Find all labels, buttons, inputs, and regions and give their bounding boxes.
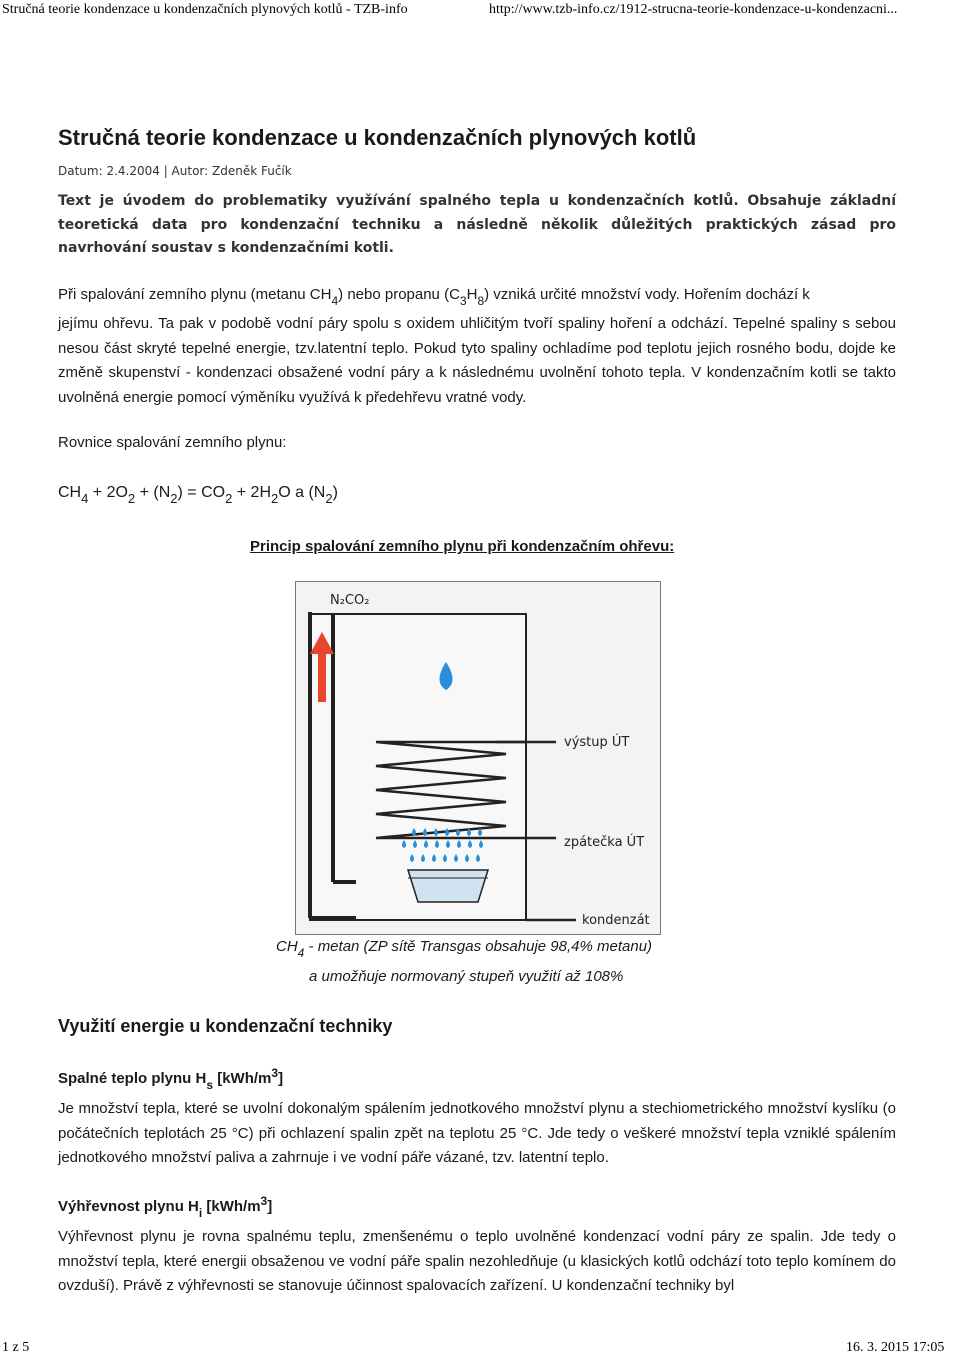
efficiency-note: a umožňuje normovaný stupeň využití až 108% bbox=[309, 968, 624, 985]
equation-part: 2 bbox=[271, 491, 279, 506]
equation-part: + (N bbox=[135, 484, 171, 501]
return-label: zpátečka ÚT bbox=[564, 835, 645, 850]
browser-page-title: Stručná teorie kondenzace u kondenzačních plynových kotlů - TZB-info bbox=[2, 2, 408, 17]
equation-part: O a (N bbox=[278, 484, 326, 501]
article-meta: Datum: 2.4.2004 | Autor: Zdeněk Fučík bbox=[58, 164, 292, 178]
equation-part: + 2H bbox=[232, 484, 271, 501]
browser-url[interactable]: http://www.tzb-info.cz/1912-strucna-teorie-kondenzace-u-kondenzacni... bbox=[489, 2, 898, 17]
paragraph-combustion: jejímu ohřevu. Ta pak v podobě vodní páry spolu s oxidem uhličitým tvoří spaliny hoření a odchází. Tepelné spaliny s sebou nesou část skryté tepelné energie, tzv.latentní teplo. Pokud tyto spaliny ochladíme pod teplotu jejich rosného bodu, dojde ke změně skupenství - kondenzaci obsažené vodní páry a k následnému uvolnění tohoto tepla. V kondenzačním kotli se takto uvolněná energie pomocí výměníku využívá k předehřevu vratné vody. bbox=[58, 315, 896, 406]
print-timestamp: 16. 3. 2015 17:05 bbox=[846, 1340, 945, 1355]
flow-label: výstup ÚT bbox=[564, 735, 630, 750]
paragraph-net-heat: Výhřevnost plynu je rovna spalnému teplu, zmenšenému o teplo uvolněné kondenzací vodní páry ze spalin. Jde tedy o množství tepla, které energii obsaženou ve vodní páře spalin nezohledňuje (u klasických kotlů odchází toto teplo komínem do ovzduší). Právě z výhřevnosti se stanovuje účinnost spalovacích zařízení. U kondenzační techniky byl bbox=[58, 1228, 896, 1294]
equation-part: 2 bbox=[127, 491, 136, 506]
paragraph-gross-heat: Je množství tepla, které se uvolní dokonalým spálením jednotkového množství plynu a stechiometrického množství kyslíku (o počátečních teplotách 25 °C) při ochlazení spalin zpět na teplotu 25 °C. Jde tedy o veškeré množství tepla vzniklé spálením jednotkového množství paliva a zahrnuje i ve vodní páře vázané, tzv. latentní teplo. bbox=[58, 1100, 896, 1166]
equation-part: ) = CO bbox=[177, 484, 226, 501]
equation-part: + 2O bbox=[88, 484, 128, 501]
equation-part: 4 bbox=[81, 491, 89, 506]
equation-part: ) bbox=[332, 484, 338, 501]
figure-caption: Princip spalování zemního plynu při kondenzačním ohřevu: bbox=[250, 538, 675, 555]
flue-label: N₂CO₂ bbox=[330, 593, 370, 608]
heading-net-heat: Výhřevnost plynu $H_i$ $[kWh/m^3]$ bbox=[58, 1194, 273, 1220]
combustion-equation bbox=[58, 484, 338, 506]
equation-part: 2 bbox=[325, 491, 333, 506]
burner-icon bbox=[408, 870, 488, 902]
page-number: 1 z 5 bbox=[2, 1340, 30, 1355]
equation-part: CH bbox=[58, 484, 82, 501]
methane-note: $CH_4$ - metan (ZP sítě Transgas obsahuje 98,4% metanu) bbox=[276, 938, 653, 960]
equation-part: 2 bbox=[225, 491, 233, 506]
paragraph-first-line: Při spalování zemního plynu (metanu $CH_4$) nebo propanu $(C_3H_8)$ vzniká určité množství vody. Hořením dochází k bbox=[58, 286, 810, 308]
article-intro: Text je úvodem do problematiky využívání spalného tepla u kondenzačních kotlů. Obsahuje základní teoretická data pro kondenzační techniku a následně několik důležitých praktických zásad pro navrhování soustav s kondenzačními kotli. bbox=[58, 193, 896, 256]
condensate-label: kondenzát bbox=[582, 913, 650, 928]
equation-intro: Rovnice spalování zemního plynu: bbox=[58, 434, 287, 451]
section-heading: Využití energie u kondenzační techniky bbox=[58, 1016, 393, 1036]
equation-part: 2 bbox=[170, 491, 178, 506]
heading-gross-heat: Spalné teplo plynu $H_s$ $[kWh/m^3]$ bbox=[58, 1066, 284, 1092]
boiler-diagram bbox=[295, 581, 661, 935]
article-title: Stručná teorie kondenzace u kondenzačních plynových kotlů bbox=[58, 125, 697, 150]
